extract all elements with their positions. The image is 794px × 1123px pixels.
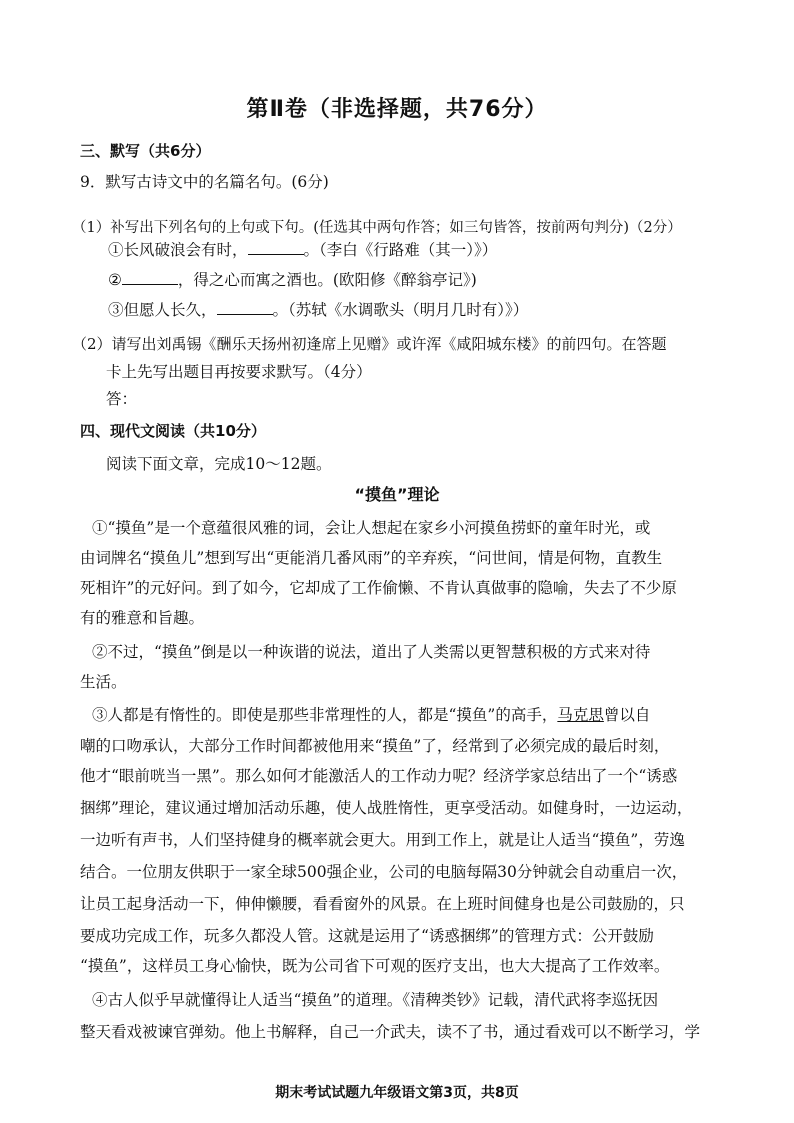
paragraph-line [92, 703, 732, 725]
section4-heading: 四、现代文阅读（共10分） [80, 422, 266, 440]
underlined-name: 马克思 [557, 706, 604, 724]
recite-item-3-a: ③但愿人长久， [108, 301, 217, 319]
paragraph-line: 由词牌名“摸鱼儿”想到写出“更能消几番风雨”的辛弃疾，“问世间，情是何物，直教生 [80, 549, 663, 567]
article-title: “摸鱼”理论 [354, 485, 440, 504]
recite-item-2-b: ，得之心而寓之酒也。(欧阳修《醉翁亭记》) [177, 271, 477, 289]
paragraph-line: 他才“眼前咣当一黑”。那么如何才能激活人的工作动力呢？经济学家总结出了一个“诱惑 [80, 767, 678, 785]
paragraph-line: 一边听有声书，人们坚持健身的概率就会更大。用到工作上，就是让人适当“摸鱼”，劳逸 [80, 831, 685, 849]
paragraph-line: 死相许”的元好问。到了如今，它却成了工作偷懒、不肯认真做事的隐喻，失去了不少原 [80, 579, 677, 597]
paragraph-line: 生活。 [80, 673, 127, 691]
paragraph-line: 要成功完成工作，玩多久都没人管。这就是运用了“诱惑捆绑”的管理方式：公开鼓励 [80, 927, 654, 945]
recite-item-2-a: ② [108, 271, 122, 289]
reading-instruction: 阅读下面文章，完成10～12题。 [106, 455, 332, 473]
answer-blank [248, 240, 304, 255]
paragraph-line: 嘲的口吻承认，大部分工作时间都被他用来“摸鱼”了，经常到了必须完成的最后时刻， [80, 737, 670, 755]
recite-item-3 [108, 298, 528, 320]
paragraph-line: 有的雅意和旨趣。 [80, 609, 205, 627]
recite-item-2 [108, 268, 477, 290]
recite-item-1-b: 。（李白《行路难（其一）》） [303, 241, 498, 259]
paragraph-line: ②不过，“摸鱼”倒是以一种诙谐的说法，道出了人类需以更智慧积极的方式来对待 [92, 643, 651, 661]
page-title: 第Ⅱ卷（非选择题，共76分） [246, 97, 548, 122]
paragraph-line: ①“摸鱼”是一个意蕴很风雅的词，会让人想起在家乡小河摸鱼捞虾的童年时光，或 [92, 519, 651, 537]
paragraph-line: 结合。一位朋友供职于一家全球500强企业，公司的电脑每隔30分钟就会自动重启一次， [80, 863, 688, 881]
sub-question-2-line1: （2）请写出刘禹锡《酬乐天扬州初逢席上见赠》或许浑《咸阳城东楼》的前四句。在答题 [72, 335, 667, 353]
paragraph-text: 曾以自 [603, 706, 651, 724]
answer-blank [122, 270, 178, 285]
answer-blank [217, 300, 273, 315]
page-footer: 期末考试试题九年级语文第3页，共8页 [275, 1085, 519, 1101]
recite-item-1 [108, 238, 497, 260]
recite-item-3-b: 。（苏轼《水调歌头（明月几时有）》） [272, 301, 529, 319]
section3-heading: 三、默写（共6分） [80, 142, 211, 160]
sub-question-2-line2: 卡上先写出题目再按要求默写。（4分） [106, 363, 372, 381]
recite-item-1-a: ①长风破浪会有时， [108, 241, 248, 259]
question9: 9．默写古诗文中的名篇名句。(6分) [80, 173, 329, 191]
paragraph-line: 整天看戏被谏官弹劾。他上书解释，自己一介武夫，读不了书，通过看戏可以不断学习，学 [80, 1023, 701, 1041]
sub-question-1: （1）补写出下列名句的上句或下句。(任选其中两句作答；如三句皆答，按前两句判分)（2分） [72, 220, 682, 236]
paragraph-text: ③人都是有惰性的。即使是那些非常理性的人，都是“摸鱼”的高手， [92, 706, 558, 724]
paragraph-line: 让员工起身活动一下，伸伸懒腰，看看窗外的风景。在上班时间健身也是公司鼓励的，只 [80, 895, 685, 913]
answer-label: 答： [106, 390, 138, 408]
paragraph-line: “摸鱼”，这样员工身心愉快，既为公司省下可观的医疗支出，也大大提高了工作效率。 [80, 957, 670, 975]
paragraph-line: 捆绑”理论，建议通过增加活动乐趣，使人战胜惰性，更享受活动。如健身时，一边运动， [80, 799, 693, 817]
paragraph-line: ④古人似乎早就懂得让人适当“摸鱼”的道理。《清稗类钞》记载，清代武将李巡抚因 [92, 991, 659, 1009]
